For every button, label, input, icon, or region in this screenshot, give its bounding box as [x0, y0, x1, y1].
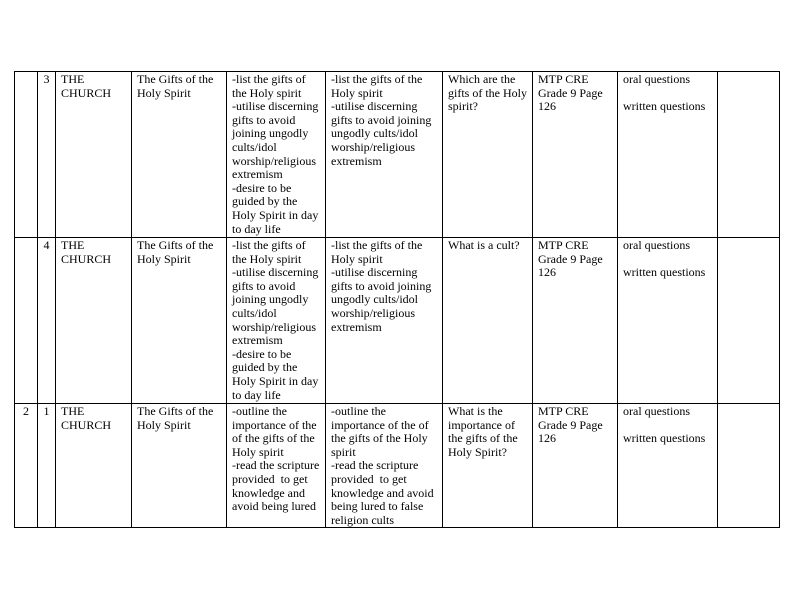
sub-strand-cell	[132, 72, 227, 238]
learning-experiences-cell	[326, 72, 443, 238]
table-row	[15, 404, 780, 528]
learning-outcomes-text: -outline the importance of the of the gifts of the Holy spirit -read the scripture provided to get knowledge and avoid being lured	[232, 404, 320, 514]
week-cell	[15, 238, 38, 404]
table-row	[15, 72, 780, 238]
learning-outcomes-text: -list the gifts of the Holy spirit -utilise discerning gifts to avoid joining ungodly cults/idol worship/religious extremism -desire to be guided by the Holy Spirit in day to day life	[232, 238, 319, 402]
lesson-cell	[38, 72, 56, 238]
table-body	[15, 72, 780, 528]
assessment-method: written questions	[623, 431, 706, 446]
assessment-method: oral questions	[623, 404, 690, 418]
strand-cell	[56, 404, 132, 528]
key-inquiry-question-cell	[443, 238, 533, 404]
learning-resources-text: MTP CRE Grade 9 Page 126	[538, 404, 606, 446]
strand-text: THE CHURCH	[61, 72, 112, 100]
learning-resources-cell	[533, 238, 618, 404]
strand-text: THE CHURCH	[61, 404, 112, 432]
learning-outcomes-cell	[227, 238, 326, 404]
sub-strand-text: The Gifts of the Holy Spirit	[137, 72, 217, 100]
key-inquiry-question-cell	[443, 72, 533, 238]
sub-strand-text: The Gifts of the Holy Spirit	[137, 404, 217, 432]
learning-experiences-cell	[326, 238, 443, 404]
assessment-methods-cell	[618, 238, 718, 404]
assessment-method: oral questions	[623, 72, 690, 86]
table-row	[15, 238, 780, 404]
learning-resources-text: MTP CRE Grade 9 Page 126	[538, 238, 606, 280]
learning-experiences-cell	[326, 404, 443, 528]
remarks-cell	[718, 404, 780, 528]
key-inquiry-question-text: What is the importance of the gifts of the Holy Spirit?	[448, 404, 521, 459]
week-text: 2	[23, 404, 29, 418]
remarks-cell	[718, 238, 780, 404]
lesson-cell	[38, 404, 56, 528]
key-inquiry-question-cell	[443, 404, 533, 528]
scheme-of-work-table	[14, 71, 780, 528]
key-inquiry-question-text: Which are the gifts of the Holy spirit?	[448, 72, 530, 114]
learning-resources-text: MTP CRE Grade 9 Page 126	[538, 72, 606, 114]
sub-strand-cell	[132, 238, 227, 404]
remarks-cell	[718, 72, 780, 238]
lesson-text: 3	[43, 72, 50, 86]
assessment-methods-cell	[618, 72, 718, 238]
learning-experiences-text: -outline the importance of the of the gifts of the Holy spirit -read the scripture provided to get knowledge and avoid being lured to false religion cults	[331, 404, 434, 527]
assessment-method: written questions	[623, 265, 706, 280]
lesson-text: 4	[43, 238, 50, 252]
lesson-text: 1	[43, 404, 50, 418]
learning-outcomes-cell	[227, 404, 326, 528]
learning-resources-cell	[533, 404, 618, 528]
lesson-cell	[38, 238, 56, 404]
sub-strand-cell	[132, 404, 227, 528]
strand-cell	[56, 238, 132, 404]
week-cell	[15, 72, 38, 238]
week-cell	[15, 404, 38, 528]
learning-outcomes-cell	[227, 72, 326, 238]
learning-outcomes-text: -list the gifts of the Holy spirit -utilise discerning gifts to avoid joining ungodly cults/idol worship/religious extremism -desire to be guided by the Holy Spirit in day to day life	[232, 72, 319, 236]
strand-text: THE CHURCH	[61, 238, 112, 266]
assessment-methods-cell	[618, 404, 718, 528]
learning-resources-cell	[533, 72, 618, 238]
strand-cell	[56, 72, 132, 238]
learning-experiences-text: -list the gifts of the Holy spirit -utilise discerning gifts to avoid joining ungodly cults/idol worship/religious extremism	[331, 238, 432, 334]
assessment-method: written questions	[623, 99, 706, 114]
sub-strand-text: The Gifts of the Holy Spirit	[137, 238, 217, 266]
learning-experiences-text: -list the gifts of the Holy spirit -utilise discerning gifts to avoid joining ungodly cults/idol worship/religious extremism	[331, 72, 432, 168]
key-inquiry-question-text: What is a cult?	[448, 238, 520, 252]
assessment-method: oral questions	[623, 238, 690, 252]
